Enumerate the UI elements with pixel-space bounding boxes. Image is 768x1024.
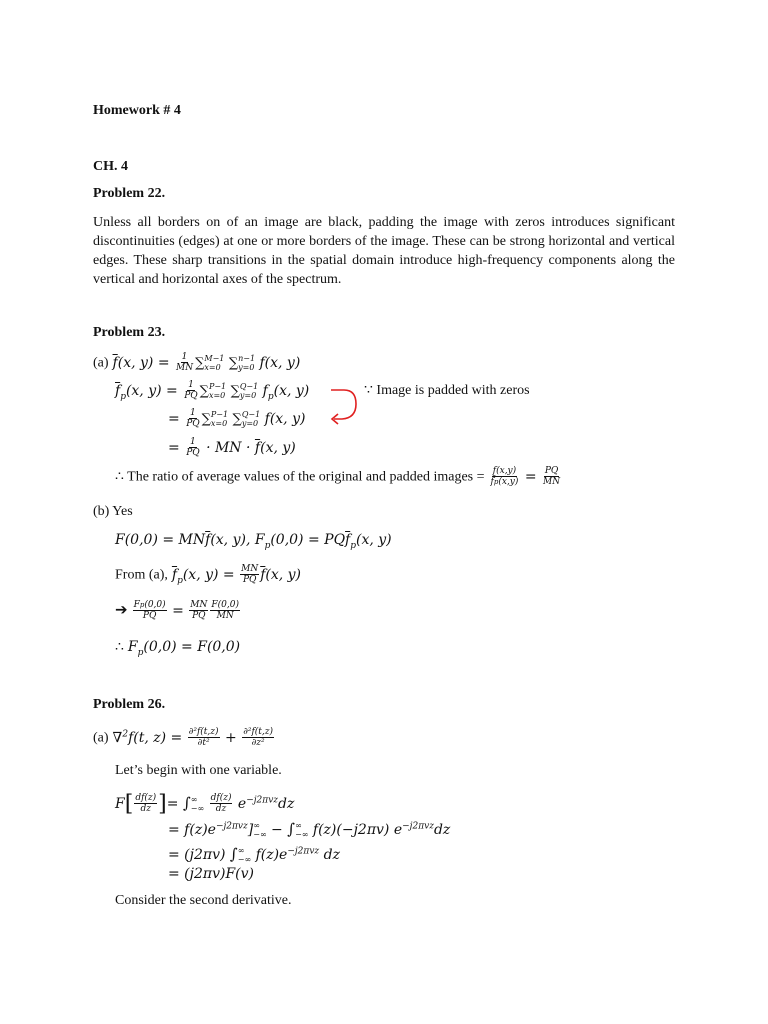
equation-conclusion: ∴ $F_p(0,0) = F(0,0)$ (115, 639, 241, 658)
padding-note: ∵ Image is padded with zeros (364, 383, 530, 398)
problem-26-heading: Problem 26. (93, 697, 166, 712)
problem-22-heading: Problem 22. (93, 186, 166, 201)
homework-title: Homework # 4 (93, 103, 181, 118)
equation-arrow-step: ➔ $\frac{Fp(0,0)}{PQ}$ = $\frac{MN}{PQ}$ $\frac{F(0,0)}{MN}$ (115, 600, 239, 621)
ratio-statement: ∴ The ratio of average values of the original and padded images = $\frac{f(x,y)}{f̄p(x,y)}$ = $\frac{PQ}{MN}$ (115, 466, 561, 487)
equation-mean-original: (a) $\overline{f}(x$, y) = $\frac{1}{MN}$ ∑M−1 x=0 ∑n−1 y=0 f(x, y) (93, 352, 301, 373)
equation-fourier-derivative: F[ $\frac{df(z)}{dz}$ ]= ∫∞ −∞ $\frac{df(z)}{dz}$ $e^{-j2\pi vz}dz$ (115, 791, 295, 816)
equation-step-sum: = $\frac{1}{PQ}$ ∑P−1 x=0 ∑Q−1 y=0 f(x, y) (168, 408, 306, 429)
equation-mean-padded: $\overline{f}_p(x$, y) = $\frac{1}{PQ}$ ∑P−1 x=0 ∑Q−1 y=0 $f_p(x$, y) (115, 380, 310, 402)
equation-laplacian: (a) ∇$^2$f(t, z) = $\frac{\text{∂²f(t,z)}}{\text{∂t²}}$ + $\frac{\text{∂²f(t,z)}}{\text{∂z²}}$ (93, 727, 274, 748)
one-variable-text: Let’s begin with one variable. (115, 763, 282, 778)
equation-factor-out: = (j2πv) ∫∞ −∞ $f(z)e^{-j2\pi vz}$ dz (168, 845, 340, 864)
second-derivative-text: Consider the second derivative. (115, 893, 292, 908)
curved-arrow-icon (328, 384, 360, 426)
right-arrow-icon: ➔ (115, 602, 128, 619)
problem-22-paragraph: Unless all borders on of an image are black, padding the image with zeros introduces significant discontinuities (edges) at one or more borders of the image. These can be strong horizontal and vertical edges. These sharp transitions in the spatial domain introduce high-frequency components along the vertical and horizontal axes of the spectrum. (93, 215, 675, 287)
equation-integration-by-parts: = $f(z)e^{-j2\pi vz}]\infty$ −∞ − ∫∞ −∞ f(z)(−j2πv) $e^{-j2\pi vz}dz$ (168, 820, 451, 839)
equation-step-mn: = $\frac{1}{PQ}$ · MN · $\overline{f}(x$, y) (168, 437, 296, 458)
part-b-label: (b) Yes (93, 504, 133, 519)
problem-23-heading: Problem 23. (93, 325, 166, 340)
equation-from-a: From (a), $\overline{f}_p(x$, y) = $\frac{MN}{PQ}$ $\overline{f}(x$, y) (115, 564, 302, 586)
equation-dc-values: $F(0,0) = MN\overline{f}(x$, y), $F_p(0,0) = PQ\overline{f}_p(x$, y) (115, 532, 392, 551)
equation-result: = (j2πv)F(v) (168, 866, 255, 882)
part-a-label: (a) (93, 355, 109, 371)
chapter-heading: CH. 4 (93, 159, 128, 174)
